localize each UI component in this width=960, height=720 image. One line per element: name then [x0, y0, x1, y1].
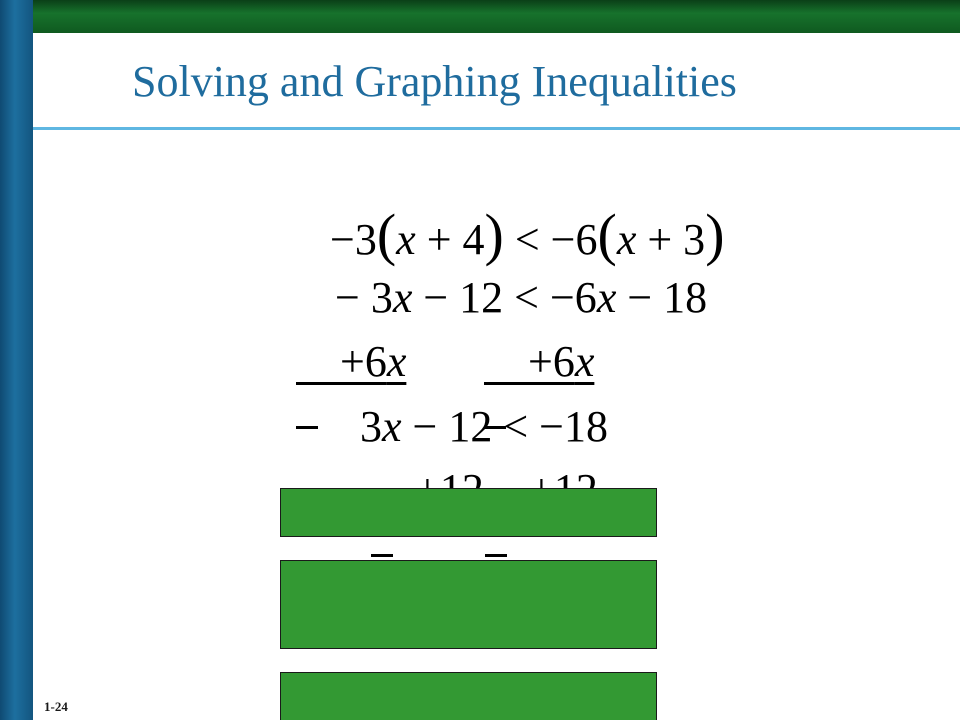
- line2-x1: x: [392, 273, 413, 322]
- line2-mid: − 12 < −6: [412, 273, 597, 322]
- line3-left-num: +6: [340, 337, 387, 386]
- var-x-1: x: [396, 215, 416, 264]
- less-than-1: <: [503, 215, 551, 264]
- term-neg6: −6: [550, 215, 598, 264]
- left-accent-bar: [0, 0, 33, 720]
- top-accent-bar: [33, 0, 960, 33]
- paren-open-1: (: [376, 202, 397, 267]
- term-neg3: −3: [330, 215, 377, 264]
- term-plus3: + 3: [636, 215, 706, 264]
- line2-post: − 18: [616, 273, 708, 322]
- paren-close-1: ): [484, 202, 504, 267]
- line4-pre: 3: [360, 402, 382, 451]
- line3-right-x: x: [574, 337, 595, 386]
- line3-right-num: +6: [528, 337, 575, 386]
- hidden-step-cover-2[interactable]: [280, 560, 657, 649]
- slide-number: 1-24: [44, 699, 68, 714]
- line3-left-x: x: [386, 337, 407, 386]
- term-plus4: + 4: [415, 215, 485, 264]
- paren-open-2: (: [597, 202, 617, 267]
- line4-x: x: [382, 402, 402, 451]
- var-x-2: x: [616, 215, 637, 264]
- title-divider: [33, 127, 960, 130]
- slide-title: Solving and Graphing Inequalities: [132, 57, 737, 106]
- line2-pre: − 3: [335, 273, 393, 322]
- hidden-step-cover-1[interactable]: [280, 488, 657, 537]
- line4-post: − 12 < −18: [401, 402, 608, 451]
- line2-x2: x: [596, 273, 617, 322]
- paren-close-2: ): [705, 202, 725, 267]
- hidden-step-cover-3[interactable]: [280, 672, 657, 720]
